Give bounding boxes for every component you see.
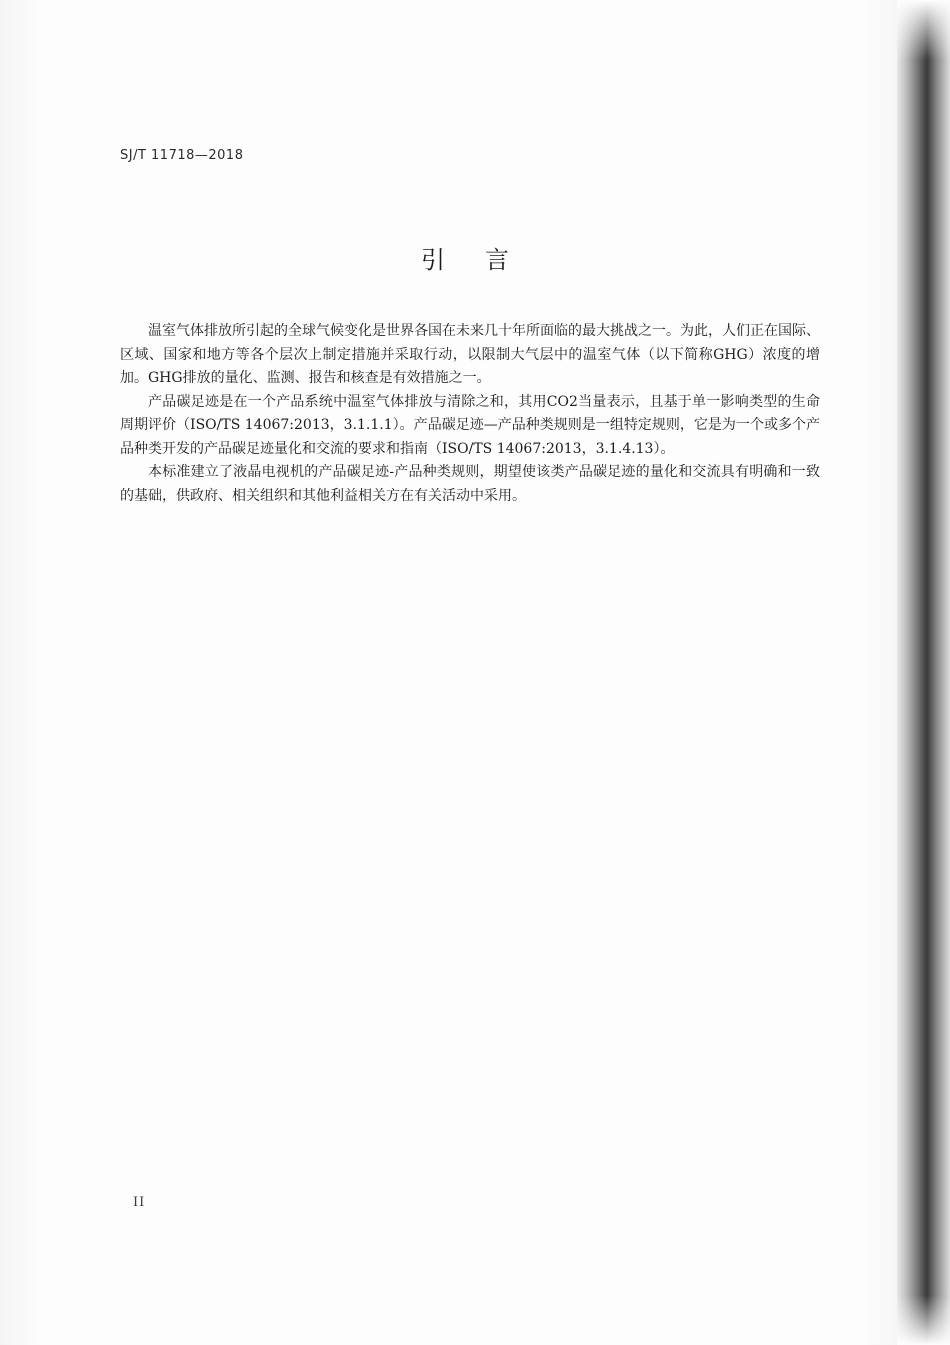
section-title: 引言 [421, 246, 549, 274]
binding-shadow [897, 0, 950, 1345]
page-number: II [133, 1195, 146, 1210]
document-code: SJ/T 11718—2018 [120, 148, 244, 163]
introduction-body [120, 320, 820, 508]
paragraph: 本标准建立了液晶电视机的产品碳足迹-产品种类规则，期望使该类产品碳足迹的量化和交流具有明确和一致的基础，供政府、相关组织和其他利益相关方在有关活动中采用。 [120, 464, 820, 504]
paragraph: 温室气体排放所引起的全球气候变化是世界各国在未来几十年所面临的最大挑战之一。为此，人们正在国际、区域、国家和地方等各个层次上制定措施并采取行动，以限制大气层中的温室气体（以下简称GHG）浓度的增加。GHG排放的量化、监测、报告和核查是有效措施之一。 [120, 323, 820, 386]
paragraph: 产品碳足迹是在一个产品系统中温室气体排放与清除之和，其用CO2当量表示，且基于单一影响类型的生命周期评价（ISO/TS 14067:2013，3.1.1.1）。产品碳足迹—产品种类规则是一组特定规则，它是为一个或多个产品种类开发的产品碳足迹量化和交流的要求和指南（ISO/TS 14067:2013，3.1.4.13）。 [120, 393, 820, 457]
